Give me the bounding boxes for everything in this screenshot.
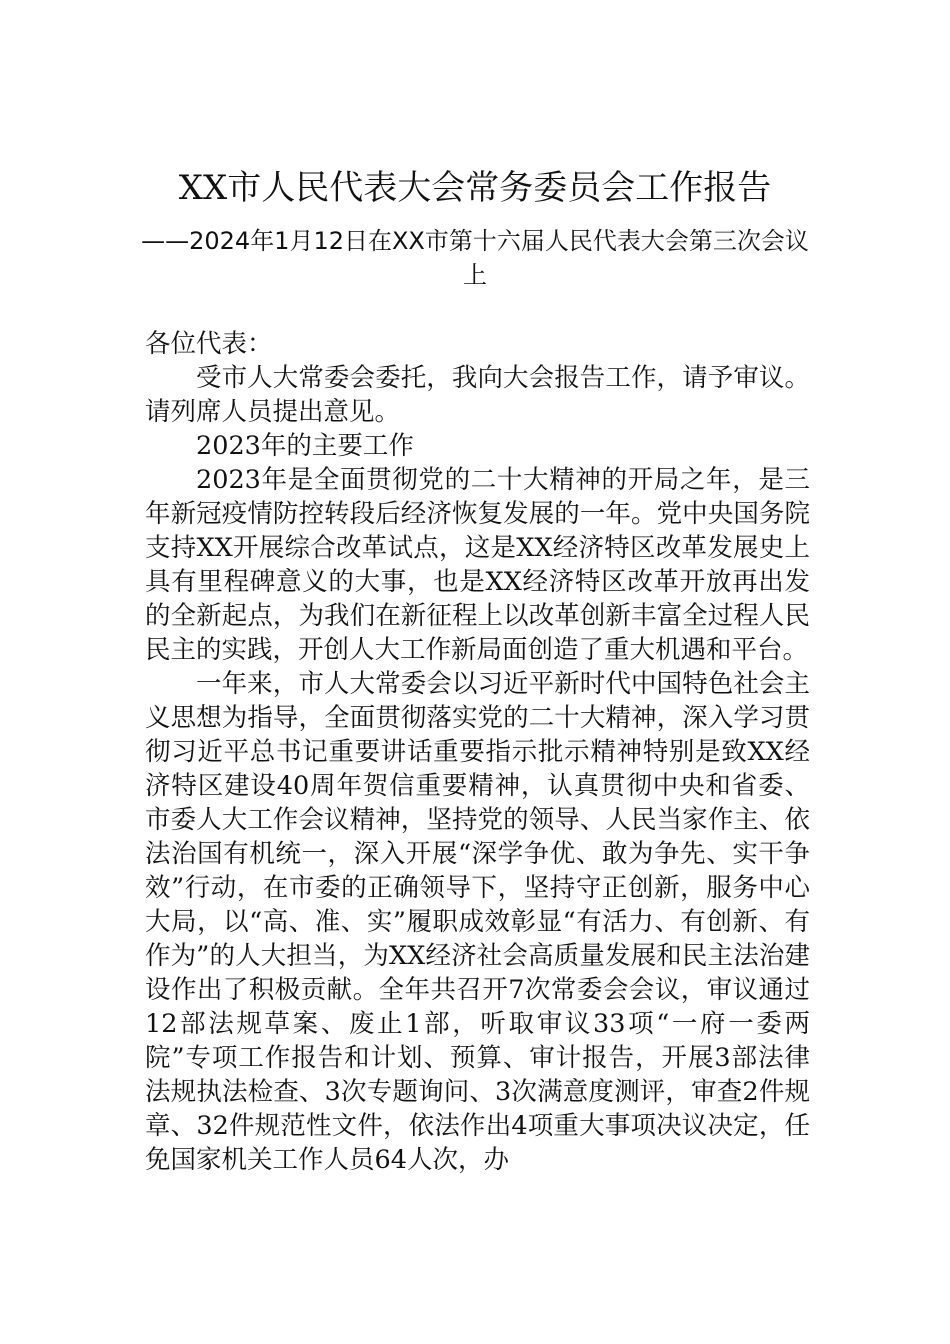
paragraph-intro: 受市人大常委会委托，我向大会报告工作，请予审议。请列席人员提出意见。 [145, 363, 810, 427]
paragraph-overview: 2023年是全面贯彻党的二十大精神的开局之年，是三年新冠疫情防控转段后经济恢复发展的一年。党中央国务院支持XX开展综合改革试点，这是XX经济特区改革发展史上具有里程碑意义的大事，也是XX经济特区改革开放再出发的全新起点，为我们在新征程上以改革创新丰富全过程人民民主的实践，开创人大工作新局面创造了重大机遇和平台。 [145, 465, 810, 665]
document-subtitle: ——2024年1月12日在XX市第十六届人民代表大会第三次会议上 [141, 227, 809, 289]
section-heading: 2023年的主要工作 [196, 431, 414, 461]
document-title: XX市人民代表大会常务委员会工作报告 [178, 168, 772, 208]
paragraph-summary: 一年来，市人大常委会以习近平新时代中国特色社会主义思想为指导，全面贯彻落实党的二十大精神，深入学习贯彻习近平总书记重要讲话重要指示批示精神特别是致XX经济特区建设40周年贺信重要精神，认真贯彻中央和省委、市委人大工作会议精神，坚持党的领导、人民当家作主、依法治国有机统一，深入开展“深学争优、敢为争先、实干争效”行动，在市委的正确领导下，坚持守正创新，服务中心大局，以“高、准、实”履职成效彰显“有活力、有创新、有作为”的人大担当，为XX经济社会高质量发展和民主法治建设作出了积极贡献。全年共召开7次常委会会议，审议通过12部法规草案、废止1部，听取审议33项“一府一委两院”专项工作报告和计划、预算、审计报告，开展3部法律法规执法检查、3次专题询问、3次满意度测评，审查2件规章、32件规范性文件，依法作出4项重大事项决议决定，任免国家机关工作人员64人次，办 [145, 669, 810, 1175]
document-body [145, 327, 810, 1177]
salutation: 各位代表： [145, 329, 273, 359]
